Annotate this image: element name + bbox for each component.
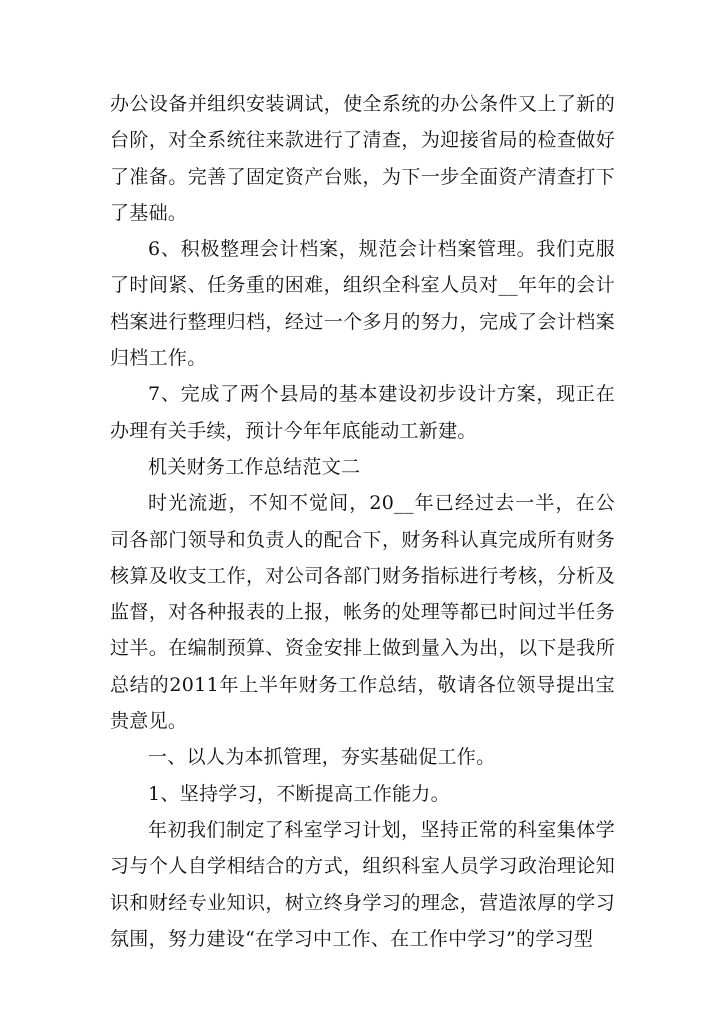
document-body (110, 86, 615, 957)
paragraph-continuation: 办公设备并组织安装调试，使全系统的办公条件又上了新的台阶，对全系统往来款进行了清查，为迎接省局的检查做好了准备。完善了固定资产台账，为下一步全面资产清查打下了基础。 (110, 93, 615, 224)
paragraph-item-6: 6、积极整理会计档案，规范会计档案管理。我们克服了时间紧、任务重的困难，组织全科室人员对__年年的会计档案进行整理归档，经过一个多月的努力，完成了会计档案归档工作。 (110, 238, 615, 370)
subheading-one: 一、以人为本抓管理，夯实基础促工作。 (148, 746, 496, 769)
section-heading: 机关财务工作总结范文二 (148, 455, 361, 478)
paragraph-item-7: 7、完成了两个县局的基本建设初步设计方案，现正在办理有关手续，预计今年年底能动工新建。 (110, 383, 615, 442)
paragraph-intro: 时光流逝，不知不觉间，20__年已经过去一半，在公司各部门领导和负责人的配合下，财务科认真完成所有财务核算及收支工作，对公司各部门财务指标进行考核，分析及监督，对各种报表的上报，帐务的处理等都已时间过半任务过半。在编制预算、资金安排上做到量入为出，以下是我所总结的2011年上半年财务工作总结，敬请各位领导提出宝贵意见。 (110, 492, 615, 733)
paragraph-study-plan: 年初我们制定了科室学习计划，坚持正常的科室集体学习与个人自学相结合的方式，组织科室人员学习政治理论知识和财经专业知识，树立终身学习的理念，营造浓厚的学习氛围，努力建设“在学习中工作、在工作中学习”的学习型 (110, 818, 615, 950)
subheading-one-item-1: 1、坚持学习，不断提高工作能力。 (148, 782, 450, 805)
